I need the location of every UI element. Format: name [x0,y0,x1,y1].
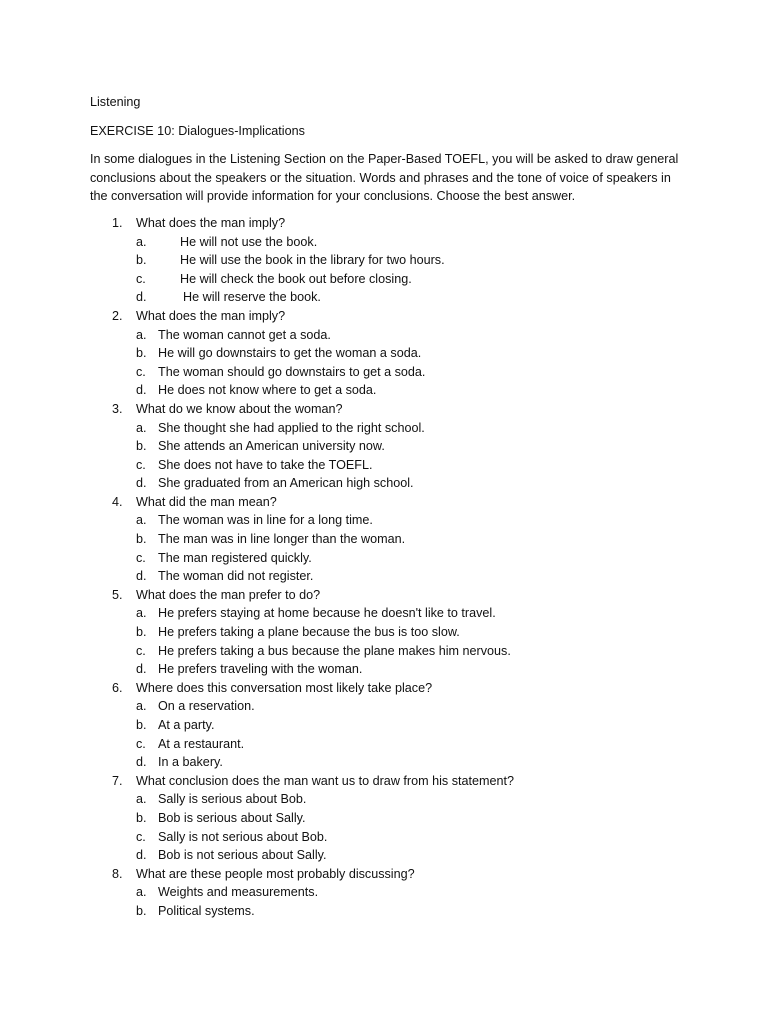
option-text: Political systems. [158,903,255,918]
question-4 [90,493,690,586]
exercise-title: EXERCISE 10: Dialogues-Implications [90,123,305,138]
answer-options [136,233,690,307]
option-letter: b. [136,532,147,547]
option-text: He does not know where to get a soda. [158,383,377,398]
answer-option [136,735,690,754]
answer-option [136,604,690,623]
option-text: Sally is serious about Bob. [158,792,307,807]
question-number: 5. [112,587,123,602]
option-letter: a. [136,792,147,807]
option-letter: c. [136,736,146,751]
question-6 [90,679,690,772]
option-letter: d. [136,569,147,584]
option-text: The man registered quickly. [158,550,312,565]
question-number: 1. [112,215,123,230]
question-text: What conclusion does the man want us to draw from his statement? [136,773,514,788]
option-text: He will use the book in the library for two hours. [180,253,445,268]
option-letter: a. [136,327,147,342]
answer-option [136,549,690,568]
option-letter: a. [136,513,147,528]
question-1 [90,214,690,307]
option-text: Weights and measurements. [158,885,319,900]
option-letter: d. [136,290,147,305]
option-text: The woman cannot get a soda. [158,327,331,342]
answer-option [136,753,690,772]
option-letter: b. [136,346,147,361]
answer-option [136,790,690,809]
question-number: 4. [112,494,123,509]
question-text: What does the man prefer to do? [136,587,321,602]
answer-options [136,326,690,400]
answer-option [136,288,690,307]
option-text: He will reserve the book. [183,290,321,305]
answer-option [136,511,690,530]
option-text: The woman should go downstairs to get a soda. [158,364,426,379]
option-text: Bob is serious about Sally. [158,810,306,825]
question-2 [90,307,690,400]
answer-options [136,511,690,585]
option-letter: b. [136,253,147,268]
answer-option [136,809,690,828]
answer-option [136,251,690,270]
answer-option [136,623,690,642]
answer-options [136,604,690,678]
answer-option [136,530,690,549]
answer-option [136,344,690,363]
option-text: He prefers taking a bus because the plane makes him nervous. [158,643,511,658]
answer-options [136,419,690,493]
option-letter: a. [136,234,147,249]
answer-option [136,883,690,902]
question-text: What did the man mean? [136,494,277,509]
answer-options [136,883,690,920]
answer-option [136,270,690,289]
option-letter: c. [136,550,146,565]
option-letter: d. [136,662,147,677]
option-text: She graduated from an American high school. [158,476,414,491]
answer-option [136,642,690,661]
question-text: What do we know about the woman? [136,401,343,416]
option-text: Sally is not serious about Bob. [158,829,328,844]
answer-option [136,660,690,679]
option-text: The man was in line longer than the woman. [158,532,406,547]
option-text: On a reservation. [158,699,255,714]
option-letter: c. [136,271,146,286]
question-number: 8. [112,866,123,881]
option-text: Bob is not serious about Sally. [158,848,327,863]
option-text: In a bakery. [158,755,223,770]
option-letter: a. [136,606,147,621]
option-text: She does not have to take the TOEFL. [158,457,373,472]
option-text: The woman did not register. [158,569,314,584]
answer-options [136,697,690,771]
question-8 [90,865,690,921]
section-title: Listening [90,95,141,109]
option-text: He will check the book out before closing. [180,271,412,286]
option-letter: b. [136,810,147,825]
option-text: He prefers staying at home because he doesn't like to travel. [158,606,496,621]
answer-option [136,381,690,400]
option-letter: d. [136,848,147,863]
option-letter: b. [136,625,147,640]
option-text: He prefers taking a plane because the bus is too slow. [158,625,460,640]
option-letter: c. [136,457,146,472]
option-text: She thought she had applied to the right school. [158,420,425,435]
option-letter: a. [136,699,147,714]
option-letter: a. [136,420,147,435]
option-letter: c. [136,643,146,658]
answer-options [136,790,690,864]
option-text: The woman was in line for a long time. [158,513,373,528]
option-letter: b. [136,718,147,732]
question-3 [90,400,690,493]
instructions-paragraph: In some dialogues in the Listening Section on the Paper-Based TOEFL, you will be asked to draw general conclusions about the speakers or the situation. Words and phrases and the tone of voice of speakers in the conversation will provide information for your conclusions. Choose the best answer. [90,152,679,204]
option-text: At a restaurant. [158,736,245,751]
option-letter: d. [136,383,147,398]
answer-option [136,233,690,252]
answer-option [136,419,690,438]
question-7 [90,772,690,865]
question-list [90,214,690,921]
answer-option [136,363,690,382]
answer-option [136,902,690,921]
question-number: 7. [112,773,123,788]
option-letter: b. [136,903,147,918]
answer-option [136,456,690,475]
answer-option [136,474,690,493]
answer-option [136,846,690,865]
answer-option [136,697,690,716]
question-text: What does the man imply? [136,308,286,323]
option-letter: d. [136,476,147,491]
question-text: Where does this conversation most likely take place? [136,680,433,695]
option-text: He will go downstairs to get the woman a soda. [158,346,422,361]
option-letter: d. [136,755,147,770]
option-text: He will not use the book. [180,234,318,249]
option-letter: c. [136,829,146,844]
answer-option [136,326,690,345]
document-content [90,93,690,921]
option-text: She attends an American university now. [158,439,385,454]
answer-option [136,567,690,586]
option-letter: a. [136,885,147,900]
option-letter: c. [136,364,146,379]
option-letter: b. [136,439,147,454]
option-text: At a party. [158,718,215,732]
answer-option [136,828,690,847]
question-number: 2. [112,308,123,323]
question-text: What are these people most probably discussing? [136,866,415,881]
option-text: He prefers traveling with the woman. [158,662,363,677]
question-5 [90,586,690,679]
question-number: 3. [112,401,123,416]
question-text: What does the man imply? [136,215,286,230]
answer-option [136,716,690,735]
answer-option [136,437,690,456]
question-number: 6. [112,680,123,695]
